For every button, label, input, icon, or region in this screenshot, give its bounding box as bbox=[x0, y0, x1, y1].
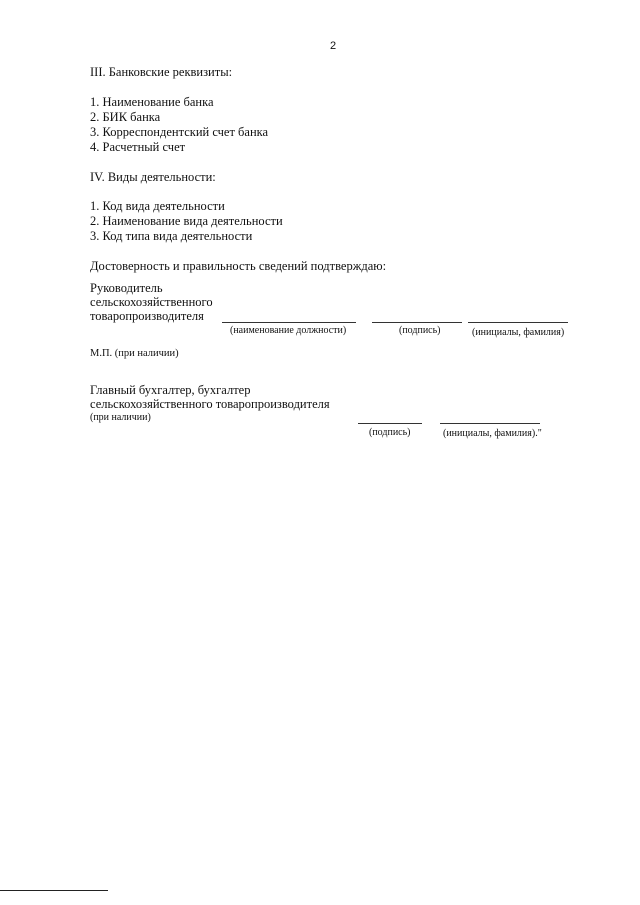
head-signature-line bbox=[372, 322, 462, 323]
accountant-title-line: Главный бухгалтер, бухгалтер bbox=[90, 383, 251, 397]
bank-item: 2. БИК банка bbox=[90, 110, 161, 124]
head-caption-name: (инициалы, фамилия) bbox=[472, 327, 565, 338]
activity-section-heading: IV. Виды деятельности: bbox=[90, 170, 216, 184]
head-caption-position: (наименование должности) bbox=[230, 325, 347, 336]
activity-item: 1. Код вида деятельности bbox=[90, 199, 225, 213]
accountant-caption-name: (инициалы, фамилия)." bbox=[443, 428, 542, 439]
head-caption-signature: (подпись) bbox=[399, 325, 441, 336]
stamp-note: М.П. (при наличии) bbox=[90, 348, 179, 359]
head-position-line bbox=[222, 322, 356, 323]
accountant-signature-line bbox=[358, 423, 422, 424]
confirmation-text: Достоверность и правильность сведений подтверждаю: bbox=[90, 259, 387, 273]
activity-item: 3. Код типа вида деятельности bbox=[90, 229, 253, 243]
footer-divider bbox=[0, 890, 108, 891]
bank-section-heading: III. Банковские реквизиты: bbox=[90, 65, 233, 79]
accountant-title-line: сельскохозяйственного товаропроизводителя bbox=[90, 397, 330, 411]
accountant-name-line bbox=[440, 423, 540, 424]
head-title-line: товаропроизводителя bbox=[90, 309, 204, 323]
accountant-caption-signature: (подпись) bbox=[369, 427, 411, 438]
accountant-note: (при наличии) bbox=[90, 412, 151, 423]
page-number: 2 bbox=[330, 40, 337, 52]
bank-item: 4. Расчетный счет bbox=[90, 140, 186, 154]
bank-item: 1. Наименование банка bbox=[90, 95, 214, 109]
head-title-line: Руководитель bbox=[90, 281, 163, 295]
head-title-line: сельскохозяйственного bbox=[90, 295, 213, 309]
bank-item: 3. Корреспондентский счет банка bbox=[90, 125, 269, 139]
head-name-line bbox=[468, 322, 568, 323]
activity-item: 2. Наименование вида деятельности bbox=[90, 214, 283, 228]
